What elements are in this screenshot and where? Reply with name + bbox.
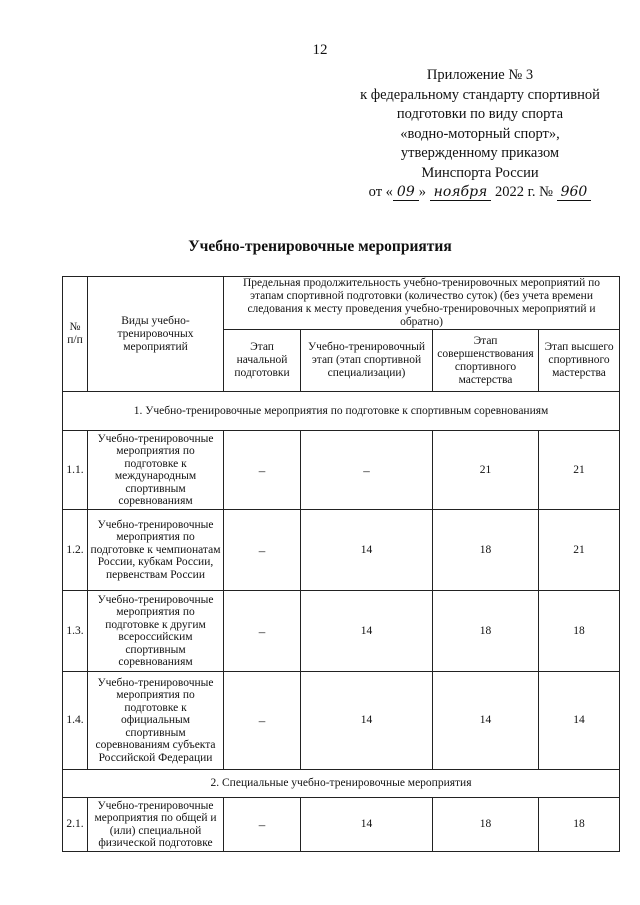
training-events-table bbox=[62, 276, 620, 852]
value-cell: 18 bbox=[433, 591, 539, 672]
appendix-line: «водно-моторный спорт», bbox=[400, 125, 560, 142]
table-row bbox=[63, 798, 620, 852]
value-cell: 14 bbox=[301, 591, 433, 672]
header-row bbox=[63, 277, 620, 330]
header-kind: Виды учебно-тренировочных мероприятий bbox=[88, 277, 224, 392]
header-num: № п/п bbox=[63, 277, 88, 392]
appendix-line: подготовки по виду спорта bbox=[396, 106, 564, 122]
appendix-line: Минспорта России bbox=[421, 164, 539, 181]
handwritten-day: 09 bbox=[393, 184, 419, 201]
row-kind: Учебно-тренировочные мероприятия по подготовке к чемпионатам России, кубкам России, первенствам России bbox=[88, 510, 224, 591]
value-cell: 14 bbox=[539, 672, 620, 770]
header-stage: Учебно-тренировочный этап (этап спортивной специализации) bbox=[301, 330, 433, 392]
table-row bbox=[63, 672, 620, 770]
appendix-header bbox=[340, 66, 620, 203]
value-cell: – bbox=[301, 431, 433, 510]
value-cell: 14 bbox=[301, 798, 433, 852]
value-cell: – bbox=[224, 591, 301, 672]
row-number: 1.1. bbox=[63, 431, 88, 510]
value-cell: 18 bbox=[433, 798, 539, 852]
value-cell: – bbox=[224, 672, 301, 770]
appendix-line: утвержденному приказом bbox=[400, 145, 560, 161]
date-year-number-label: 2022 г. № bbox=[494, 184, 553, 200]
row-number: 2.1. bbox=[63, 798, 88, 852]
section-title: 2. Специальные учебно-тренировочные мероприятия bbox=[63, 770, 620, 798]
value-cell: – bbox=[224, 510, 301, 591]
value-cell: 21 bbox=[433, 431, 539, 510]
value-cell: – bbox=[224, 798, 301, 852]
table-row bbox=[63, 510, 620, 591]
header-duration: Предельная продолжительность учебно-тренировочных мероприятий по этапам спортивной подготовки (количество суток) (без учета времени следования к месту проведения учебно-тренировочных мероприятий и обратно) bbox=[224, 277, 620, 330]
date-mid: » bbox=[418, 184, 426, 200]
order-date-line bbox=[340, 183, 620, 203]
appendix-line: Приложение № 3 bbox=[426, 67, 534, 83]
value-cell: 18 bbox=[539, 591, 620, 672]
section-title: 1. Учебно-тренировочные мероприятия по подготовке к спортивным соревнованиям bbox=[63, 392, 620, 431]
value-cell: 18 bbox=[433, 510, 539, 591]
value-cell: 14 bbox=[433, 672, 539, 770]
document-title: Учебно-тренировочные мероприятия bbox=[188, 238, 452, 255]
header-stage: Этап начальной подготовки bbox=[224, 330, 301, 392]
handwritten-order-number: 960 bbox=[557, 184, 592, 201]
row-kind: Учебно-тренировочные мероприятия по подготовке к официальным спортивным соревнованиям субъекта Российской Федерации bbox=[88, 672, 224, 770]
value-cell: 21 bbox=[539, 510, 620, 591]
row-kind: Учебно-тренировочные мероприятия по подготовке к международным спортивным соревнованиям bbox=[88, 431, 224, 510]
value-cell: 18 bbox=[539, 798, 620, 852]
table-row bbox=[63, 591, 620, 672]
row-kind: Учебно-тренировочные мероприятия по общей и (или) специальной физической подготовке bbox=[88, 798, 224, 852]
value-cell: 14 bbox=[301, 510, 433, 591]
appendix-line: к федеральному стандарту спортивной bbox=[360, 86, 600, 103]
row-number: 1.2. bbox=[63, 510, 88, 591]
section-row bbox=[63, 392, 620, 431]
header-stage: Этап высшего спортивного мастерства bbox=[539, 330, 620, 392]
section-row bbox=[63, 770, 620, 798]
row-kind: Учебно-тренировочные мероприятия по подготовке к другим всероссийским спортивным соревнованиям bbox=[88, 591, 224, 672]
row-number: 1.3. bbox=[63, 591, 88, 672]
header-stage: Этап совершенствования спортивного мастерства bbox=[433, 330, 539, 392]
page-number: 12 bbox=[312, 42, 328, 58]
table-row bbox=[63, 431, 620, 510]
value-cell: 21 bbox=[539, 431, 620, 510]
handwritten-month: ноября bbox=[430, 184, 492, 201]
date-prefix: от « bbox=[368, 184, 393, 200]
row-number: 1.4. bbox=[63, 672, 88, 770]
value-cell: 14 bbox=[301, 672, 433, 770]
value-cell: – bbox=[224, 431, 301, 510]
